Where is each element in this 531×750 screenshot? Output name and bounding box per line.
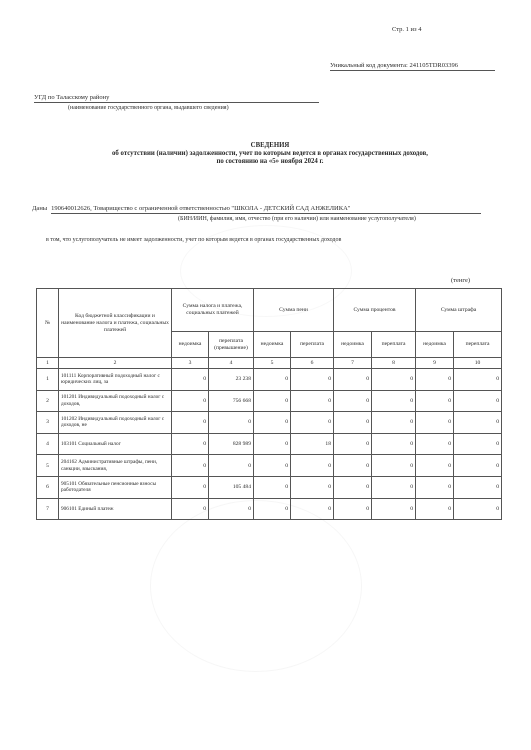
issuing-organization-caption: (наименование государственного органа, выдавшего сведения) <box>68 105 229 111</box>
row-number: 6 <box>37 476 59 498</box>
cell-penalty-arrears: 0 <box>254 455 291 477</box>
cell-penalty-overpayment: 0 <box>291 412 334 434</box>
cell-penalty-overpayment: 18 <box>291 433 334 455</box>
cell-fine-arrears: 0 <box>416 433 454 455</box>
subheader-arrears: недоимка <box>172 332 209 358</box>
cell-penalty-arrears: 0 <box>254 369 291 391</box>
cell-penalty-arrears: 0 <box>254 390 291 412</box>
column-number: 9 <box>416 358 454 369</box>
unique-document-code: Уникальный код документа: 241105TDR03396 <box>330 62 495 71</box>
cell-tax-overpayment: 0 <box>209 455 254 477</box>
column-number: 2 <box>59 358 172 369</box>
title-line-3: по состоянию на «5» ноября 2024 г. <box>216 158 324 166</box>
column-number: 10 <box>454 358 502 369</box>
cell-fine-arrears: 0 <box>416 412 454 434</box>
column-number: 3 <box>172 358 209 369</box>
cell-tax-overpayment: 0 <box>209 412 254 434</box>
cell-penalty-arrears: 0 <box>254 476 291 498</box>
cell-tax-arrears: 0 <box>172 455 209 477</box>
cell-interest-overpayment: 0 <box>372 455 416 477</box>
table-row <box>37 433 502 455</box>
header-kbk: Код бюджетной классификации и наименование налога и платежа, социальных платежей <box>59 289 172 358</box>
document-title <box>60 142 480 167</box>
row-number: 1 <box>37 369 59 391</box>
cell-fine-arrears: 0 <box>416 476 454 498</box>
cell-interest-overpayment: 0 <box>372 433 416 455</box>
cell-interest-arrears: 0 <box>334 476 372 498</box>
column-number: 6 <box>291 358 334 369</box>
row-number: 3 <box>37 412 59 434</box>
cell-fine-overpayment: 0 <box>454 369 502 391</box>
cell-fine-overpayment: 0 <box>454 433 502 455</box>
header-fine: Сумма штрафа <box>416 289 502 332</box>
recipient-label: Даны <box>32 205 48 212</box>
header-tax-sum: Сумма налога и платежа, социальных платежей <box>172 289 254 332</box>
row-kbk: 906101 Единый платеж <box>59 498 172 520</box>
cell-interest-arrears: 0 <box>334 433 372 455</box>
cell-interest-arrears: 0 <box>334 369 372 391</box>
page-number: Стр. 1 из 4 <box>392 26 422 33</box>
row-kbk: 905101 Обязательные пенсионные взносы работодателя <box>59 476 172 498</box>
intro-text: в том, что услугополучатель не имеет задолженности, учет по которым ведется в органах государственных доходов <box>46 237 342 243</box>
column-number: 1 <box>37 358 59 369</box>
cell-fine-overpayment: 0 <box>454 476 502 498</box>
cell-interest-overpayment: 0 <box>372 390 416 412</box>
cell-tax-overpayment: 105 484 <box>209 476 254 498</box>
column-number: 7 <box>334 358 372 369</box>
cell-penalty-overpayment: 0 <box>291 390 334 412</box>
row-number: 4 <box>37 433 59 455</box>
table-row <box>37 455 502 477</box>
row-kbk: 101111 Корпоративный подоходный налог с юридических лиц, за <box>59 369 172 391</box>
cell-tax-overpayment: 828 989 <box>209 433 254 455</box>
table-row <box>37 476 502 498</box>
cell-interest-overpayment: 0 <box>372 476 416 498</box>
row-kbk: 103101 Социальный налог <box>59 433 172 455</box>
header-interest: Сумма процентов <box>334 289 416 332</box>
cell-fine-overpayment: 0 <box>454 455 502 477</box>
cell-tax-arrears: 0 <box>172 498 209 520</box>
subheader-arrears: недоимка <box>254 332 291 358</box>
row-number: 2 <box>37 390 59 412</box>
cell-tax-arrears: 0 <box>172 390 209 412</box>
cell-penalty-overpayment: 0 <box>291 498 334 520</box>
column-number: 5 <box>254 358 291 369</box>
subheader-overpayment: переплата <box>372 332 416 358</box>
row-kbk: 101201 Индивидуальный подоходный налог с доходов, <box>59 390 172 412</box>
title-line-1: СВЕДЕНИЯ <box>250 142 290 149</box>
cell-fine-arrears: 0 <box>416 498 454 520</box>
cell-interest-overpayment: 0 <box>372 498 416 520</box>
cell-interest-overpayment: 0 <box>372 412 416 434</box>
header-number: № <box>37 289 59 358</box>
column-number: 4 <box>209 358 254 369</box>
cell-fine-overpayment: 0 <box>454 498 502 520</box>
cell-penalty-arrears: 0 <box>254 498 291 520</box>
table-row <box>37 390 502 412</box>
recipient-line <box>32 205 481 214</box>
recipient-value: 190640012626, Товарищество с ограниченной ответственностью "ШКОЛА - ДЕТСКИЙ САД АНЖЕЛИКА" <box>51 205 481 214</box>
column-number: 8 <box>372 358 416 369</box>
subheader-overpayment: переплата <box>291 332 334 358</box>
header-penalty: Сумма пени <box>254 289 334 332</box>
row-number: 5 <box>37 455 59 477</box>
cell-penalty-overpayment: 0 <box>291 369 334 391</box>
subheader-arrears: недоимка <box>416 332 454 358</box>
cell-tax-arrears: 0 <box>172 476 209 498</box>
subheader-overpayment-excess: переплата (превышение) <box>209 332 254 358</box>
cell-interest-arrears: 0 <box>334 498 372 520</box>
cell-penalty-arrears: 0 <box>254 412 291 434</box>
watermark-seal-bottom <box>150 500 362 672</box>
cell-interest-arrears: 0 <box>334 412 372 434</box>
cell-tax-overpayment: 0 <box>209 498 254 520</box>
cell-interest-overpayment: 0 <box>372 369 416 391</box>
subheader-arrears: недоимка <box>334 332 372 358</box>
cell-penalty-overpayment: 0 <box>291 455 334 477</box>
cell-tax-arrears: 0 <box>172 369 209 391</box>
cell-penalty-arrears: 0 <box>254 433 291 455</box>
title-line-2: об отсутствии (наличии) задолженности, учет по которым ведется в органах государственных доходов, <box>112 150 428 158</box>
cell-tax-overpayment: 23 238 <box>209 369 254 391</box>
row-kbk: 101202 Индивидуальный подоходный налог с доходов, не <box>59 412 172 434</box>
cell-fine-arrears: 0 <box>416 390 454 412</box>
cell-tax-arrears: 0 <box>172 412 209 434</box>
cell-fine-overpayment: 0 <box>454 390 502 412</box>
currency-units: (тенге) <box>451 277 470 284</box>
table-row <box>37 369 502 391</box>
recipient-caption: (БИН/ИИН, фамилия, имя, отчество (при его наличии) или наименование услугополучателя) <box>178 216 416 222</box>
cell-interest-arrears: 0 <box>334 455 372 477</box>
cell-tax-arrears: 0 <box>172 433 209 455</box>
table-row <box>37 498 502 520</box>
table-row <box>37 412 502 434</box>
subheader-overpayment: переплата <box>454 332 502 358</box>
row-kbk: 204162 Административные штрафы, пени, санкции, взыскания, <box>59 455 172 477</box>
cell-penalty-overpayment: 0 <box>291 476 334 498</box>
debt-table <box>36 288 502 520</box>
cell-fine-arrears: 0 <box>416 369 454 391</box>
cell-interest-arrears: 0 <box>334 390 372 412</box>
cell-fine-arrears: 0 <box>416 455 454 477</box>
issuing-organization: УГД по Таласскому району <box>34 94 319 103</box>
row-number: 7 <box>37 498 59 520</box>
cell-fine-overpayment: 0 <box>454 412 502 434</box>
cell-tax-overpayment: 756 668 <box>209 390 254 412</box>
